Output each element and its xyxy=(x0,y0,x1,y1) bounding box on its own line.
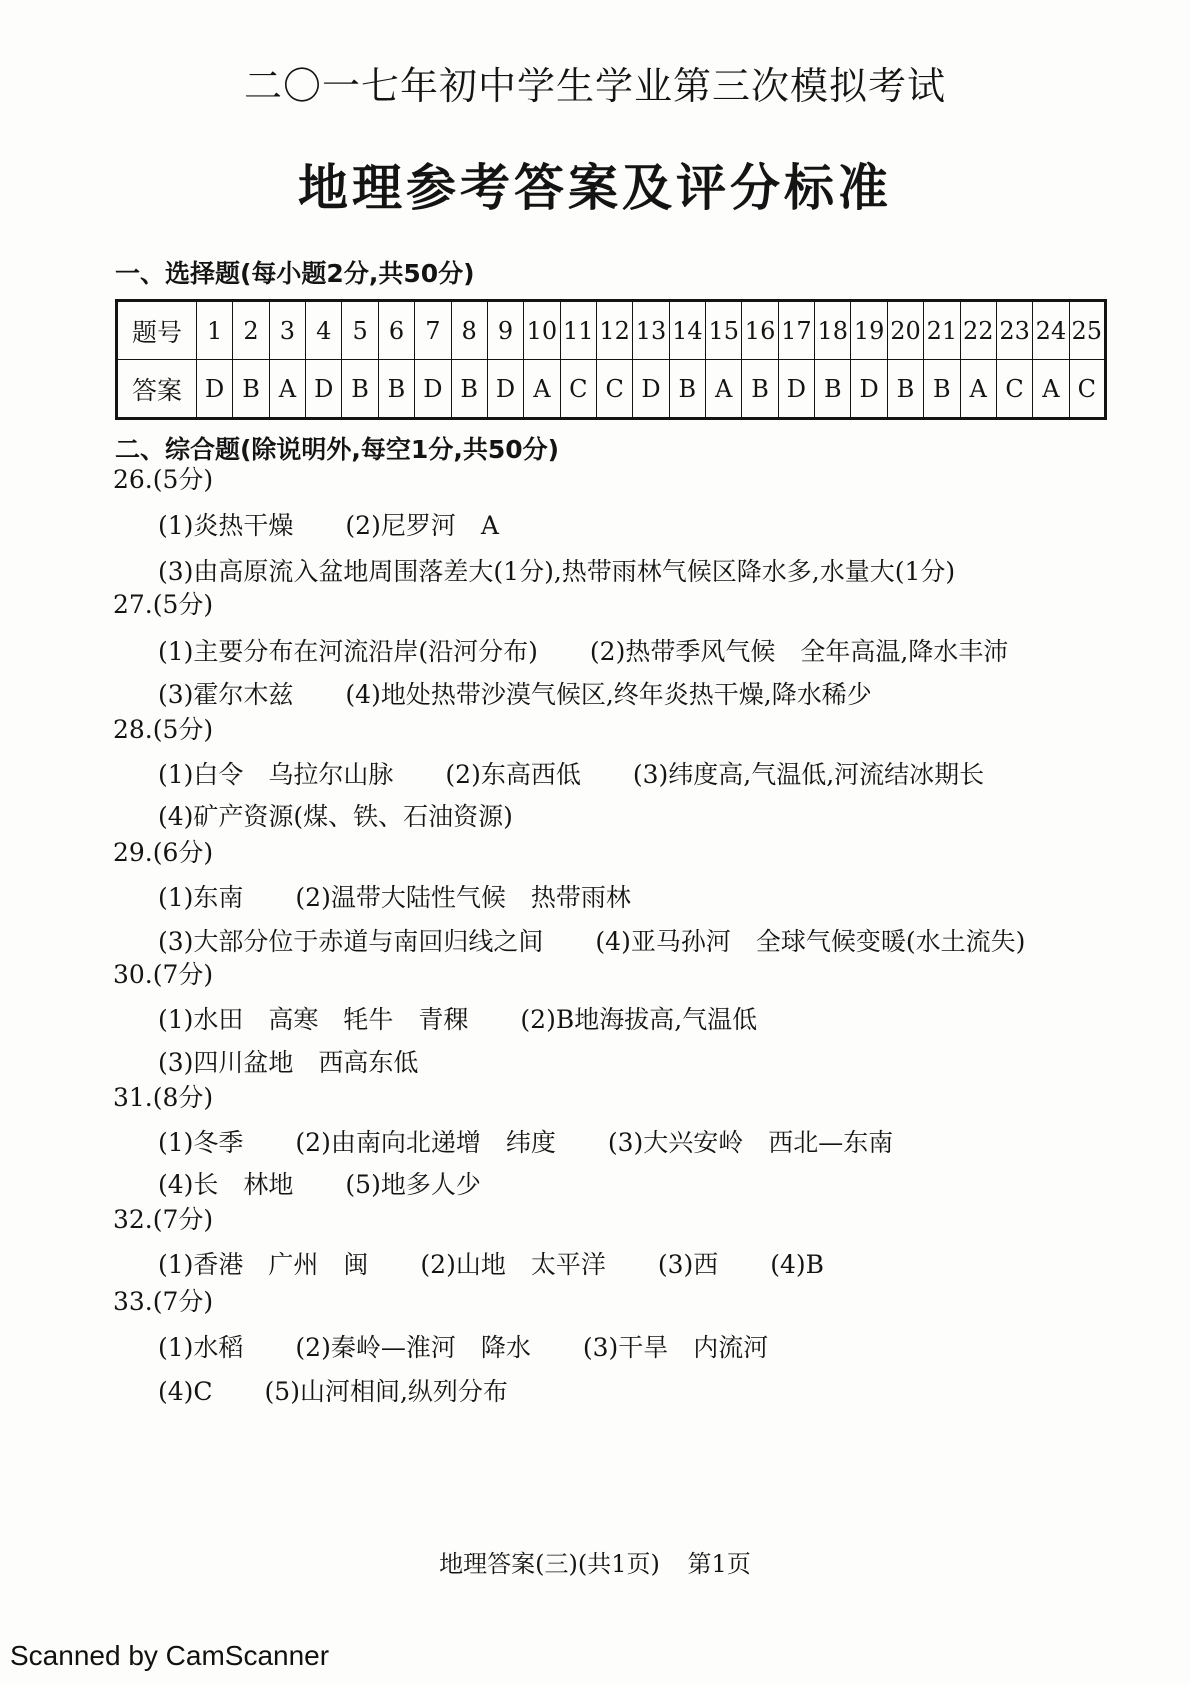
answer-cell: B xyxy=(342,360,378,419)
answer-item: (5)地多人少 xyxy=(345,1170,481,1199)
question-number-cell: 7 xyxy=(415,301,451,360)
answer-line xyxy=(158,632,1060,668)
question-number-cell: 6 xyxy=(378,301,414,360)
answer-item: (4)地处热带沙漠气候区,终年炎热干燥,降水稀少 xyxy=(345,680,872,709)
section1-heading: 一、选择题(每小题2分,共50分) xyxy=(115,259,475,288)
question-heading: 29.(6分) xyxy=(113,838,214,867)
question-heading: 33.(7分) xyxy=(113,1287,214,1316)
answer-cell: B xyxy=(669,360,705,419)
page-number: 第1页 xyxy=(687,1550,751,1578)
answer-cell: B xyxy=(924,360,960,419)
answer-cell: D xyxy=(487,360,523,419)
answer-line xyxy=(158,797,565,833)
answer-item: (4)B xyxy=(770,1250,825,1279)
answer-line xyxy=(158,1123,945,1159)
answer-line xyxy=(158,878,683,914)
answer-item: (3)大部分位于赤道与南回归线之间 xyxy=(158,927,544,956)
question-number-cell: 11 xyxy=(560,301,596,360)
answer-cell: D xyxy=(306,360,342,419)
question-number-row xyxy=(117,301,1106,360)
answer-line xyxy=(158,1245,876,1281)
question-number-cell: 19 xyxy=(851,301,887,360)
answer-line xyxy=(158,552,1007,588)
answer-cell: C xyxy=(596,360,632,419)
question-heading: 28.(5分) xyxy=(113,715,214,744)
answer-cell: D xyxy=(415,360,451,419)
answer-cell: C xyxy=(560,360,596,419)
answer-cell: A xyxy=(524,360,560,419)
question-number-cell: 10 xyxy=(524,301,560,360)
question-number-cell: 9 xyxy=(487,301,523,360)
answer-item: (4)矿产资源(煤、铁、石油资源) xyxy=(158,802,513,831)
answer-item: (2)秦岭—淮河 降水 xyxy=(295,1333,531,1362)
footer-label: 地理答案(三)(共1页) xyxy=(439,1550,660,1578)
question-number-cell: 14 xyxy=(669,301,705,360)
answer-cell: B xyxy=(378,360,414,419)
answer-item: (1)炎热干燥 xyxy=(158,511,294,540)
question-number-cell: 2 xyxy=(233,301,269,360)
answer-cell: A xyxy=(706,360,742,419)
question-number-cell: 1 xyxy=(197,301,233,360)
answer-item: (3)纬度高,气温低,河流结冰期长 xyxy=(632,760,985,789)
question-number-cell: 24 xyxy=(1033,301,1069,360)
answer-item: (2)热带季风气候 全年高温,降水丰沛 xyxy=(589,637,1009,666)
answer-line xyxy=(158,1328,820,1364)
answer-label: 答案 xyxy=(117,360,197,419)
question-heading: 27.(5分) xyxy=(113,590,214,619)
answer-line xyxy=(158,922,1077,958)
question-number-cell: 4 xyxy=(306,301,342,360)
answer-item: (4)长 林地 xyxy=(158,1170,294,1199)
answer-item: (3)大兴安岭 西北—东南 xyxy=(607,1128,894,1157)
answer-item: (3)西 xyxy=(657,1250,719,1279)
answer-item: (1)东南 xyxy=(158,883,244,912)
question-heading: 32.(7分) xyxy=(113,1205,214,1234)
answer-cell: D xyxy=(633,360,669,419)
answer-row xyxy=(117,360,1106,419)
question-number-cell: 25 xyxy=(1069,301,1105,360)
answer-item: (2)山地 太平洋 xyxy=(420,1250,606,1279)
answer-cell: D xyxy=(851,360,887,419)
answer-item: (5)山河相间,纵列分布 xyxy=(264,1377,508,1406)
answer-item: (3)四川盆地 西高东低 xyxy=(158,1048,419,1077)
answer-line xyxy=(158,1000,809,1036)
question-number-cell: 23 xyxy=(996,301,1032,360)
exam-title: 二〇一七年初中学生学业第三次模拟考试 xyxy=(243,64,946,108)
question-number-cell: 8 xyxy=(451,301,487,360)
page-footer xyxy=(0,1544,1190,1579)
answer-cell: D xyxy=(197,360,233,419)
answer-cell: A xyxy=(269,360,305,419)
question-number-cell: 5 xyxy=(342,301,378,360)
question-heading: 31.(8分) xyxy=(113,1083,214,1112)
question-number-label: 题号 xyxy=(117,301,197,360)
answer-line xyxy=(158,1165,533,1201)
answer-line xyxy=(158,675,924,711)
answer-item: (2)B地海拔高,气温低 xyxy=(520,1005,758,1034)
answer-item: (2)由南向北递增 纬度 xyxy=(295,1128,556,1157)
answer-item: (3)霍尔木兹 xyxy=(158,680,294,709)
answer-line xyxy=(158,1372,560,1408)
answer-cell: B xyxy=(742,360,778,419)
question-number-cell: 22 xyxy=(960,301,996,360)
answer-item: (3)由高原流入盆地周围落差大(1分),热带雨林气候区降水多,水量大(1分) xyxy=(158,557,956,586)
answer-line xyxy=(158,1043,470,1079)
question-number-cell: 12 xyxy=(596,301,632,360)
answer-cell: B xyxy=(815,360,851,419)
answer-cell: A xyxy=(1033,360,1069,419)
answer-item: (1)水田 高寒 牦牛 青稞 xyxy=(158,1005,469,1034)
answer-cell: C xyxy=(996,360,1032,419)
answer-item: (1)主要分布在河流沿岸(沿河分布) xyxy=(158,637,538,666)
question-heading: 26.(5分) xyxy=(113,465,214,494)
answer-cell: C xyxy=(1069,360,1105,419)
question-number-cell: 13 xyxy=(633,301,669,360)
question-number-cell: 20 xyxy=(887,301,923,360)
answer-item: (1)冬季 xyxy=(158,1128,244,1157)
answer-item: (4)C xyxy=(158,1377,213,1406)
answer-cell: D xyxy=(778,360,814,419)
question-number-cell: 16 xyxy=(742,301,778,360)
answer-cell: A xyxy=(960,360,996,419)
answer-item: (1)白令 乌拉尔山脉 xyxy=(158,760,394,789)
question-number-cell: 3 xyxy=(269,301,305,360)
answer-item: (4)亚马孙河 全球气候变暖(水土流失) xyxy=(595,927,1026,956)
answer-line xyxy=(158,755,1036,791)
question-number-cell: 15 xyxy=(706,301,742,360)
scanner-watermark: Scanned by CamScanner xyxy=(10,1640,330,1671)
question-number-cell: 21 xyxy=(924,301,960,360)
answer-item: (2)尼罗河 A xyxy=(345,511,499,540)
question-number-cell: 18 xyxy=(815,301,851,360)
answer-cell: B xyxy=(887,360,923,419)
answer-item: (2)东高西低 xyxy=(445,760,581,789)
question-number-cell: 17 xyxy=(778,301,814,360)
question-heading: 30.(7分) xyxy=(113,960,214,989)
answer-item: (1)水稻 xyxy=(158,1333,244,1362)
answer-item: (1)香港 广州 闽 xyxy=(158,1250,369,1279)
answer-item: (3)干旱 内流河 xyxy=(582,1333,769,1362)
document-title: 地理参考答案及评分标准 xyxy=(298,159,892,217)
answer-table xyxy=(115,299,1107,420)
answer-cell: B xyxy=(451,360,487,419)
section2-heading: 二、综合题(除说明外,每空1分,共50分) xyxy=(115,435,560,464)
answer-item: (2)温带大陆性气候 热带雨林 xyxy=(295,883,631,912)
answer-line xyxy=(158,506,551,542)
answer-cell: B xyxy=(233,360,269,419)
